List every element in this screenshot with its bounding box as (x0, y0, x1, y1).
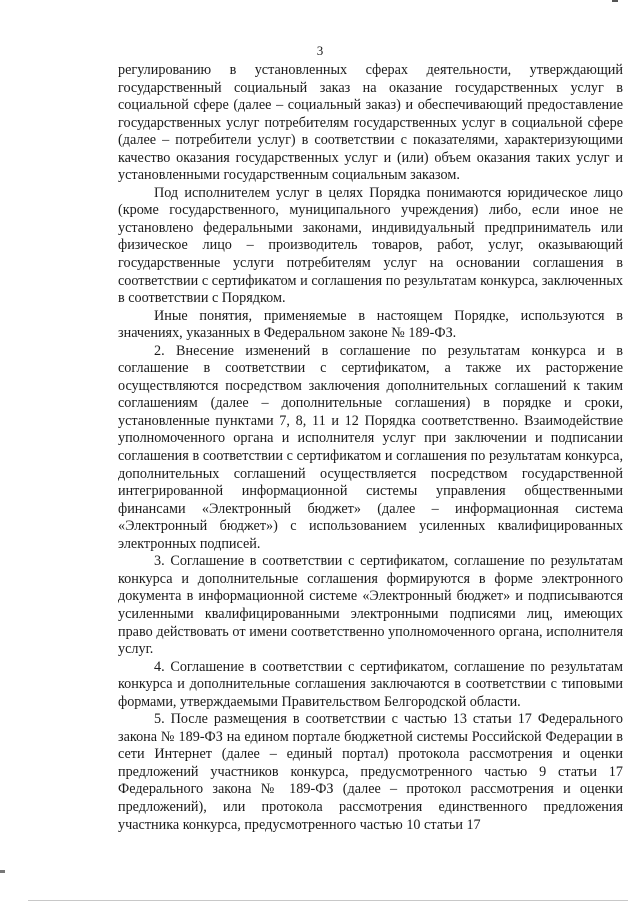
paragraph-intro-continuation: регулированию в установленных сферах деятельности, утверждающий государственный социальный заказ на оказание государственных услуг в социальной сфере (далее – социальный заказ) и обеспечивающий предоставление государственных услуг потребителям государственных услуг в социальной сфере (далее – потребители услуг) в соответствии с показателями, характеризующими качество оказания государственных услуг и (или) объем оказания таких услуг и установленными государственным социальным заказом. (118, 62, 623, 184)
scan-artifact-mark (612, 0, 618, 2)
page-number: 3 (316, 43, 324, 58)
paragraph-item-3: 3. Соглашение в соответствии с сертификатом, соглашение по результатам конкурса и дополнительные соглашения формируются в форме электронного документа в информационной системе «Электронный бюджет» и подписываются усиленными квалифицированными электронными подписями лиц, имеющих право действовать от имени соответственно уполномоченного органа, исполнителя услуг. (118, 553, 623, 658)
paragraph-item-5: 5. После размещения в соответствии с частью 13 статьи 17 Федерального закона № 189-ФЗ на едином портале бюджетной системы Российской Федерации в сети Интернет (далее – единый портал) протокола рассмотрения и оценки предложений участников конкурса, предусмотренного частью 9 статьи 17 Федерального закона № 189-ФЗ (далее – протокол рассмотрения и оценки предложений), или протокола рассмотрения единственного предложения участника конкурса, предусмотренного частью 10 статьи 17 (118, 711, 623, 833)
paragraph-executor-definition: Под исполнителем услуг в целях Порядка понимаются юридическое лицо (кроме государственного, муниципального учреждения) либо, если иное не установлено федеральными законами, индивидуальный предприниматель или физическое лицо – производитель товаров, работ, услуг, оказывающий государственные услуги потребителям услуг на основании соглашения в соответствии с сертификатом и соглашения по результатам конкурса, заключенных в соответствии с Порядком. (118, 184, 623, 307)
paragraph-item-2: 2. Внесение изменений в соглашение по результатам конкурса и в соглашение в соответствии с сертификатом, а также их расторжение осуществляются посредством заключения дополнительных соглашений к таким соглашениям (далее – дополнительные соглашения) в порядке и сроки, установленные пунктами 7, 8, 11 и 12 Порядка соответственно. Взаимодействие уполномоченного органа и исполнителя услуг при заключении и подписании соглашения в соответствии с сертификатом и соглашения по результатам конкурса, дополнительных соглашений осуществляется посредством государственной интегрированной информационной системы управления общественными финансами «Электронный бюджет» (далее – информационная система «Электронный бюджет») с использованием усиленных квалифицированных электронных подписей. (118, 342, 623, 552)
paragraph-other-terms: Иные понятия, применяемые в настоящем Порядке, используются в значениях, указанных в Федеральном законе № 189-ФЗ. (118, 307, 623, 342)
scan-artifact-mark (0, 870, 5, 873)
document-body (118, 62, 623, 834)
scan-edge-line (28, 900, 628, 901)
paragraph-item-4: 4. Соглашение в соответствии с сертификатом, соглашение по результатам конкурса и дополнительные соглашения заключаются в соответствии с типовыми формами, утверждаемыми Правительством Белгородской области. (118, 658, 623, 710)
